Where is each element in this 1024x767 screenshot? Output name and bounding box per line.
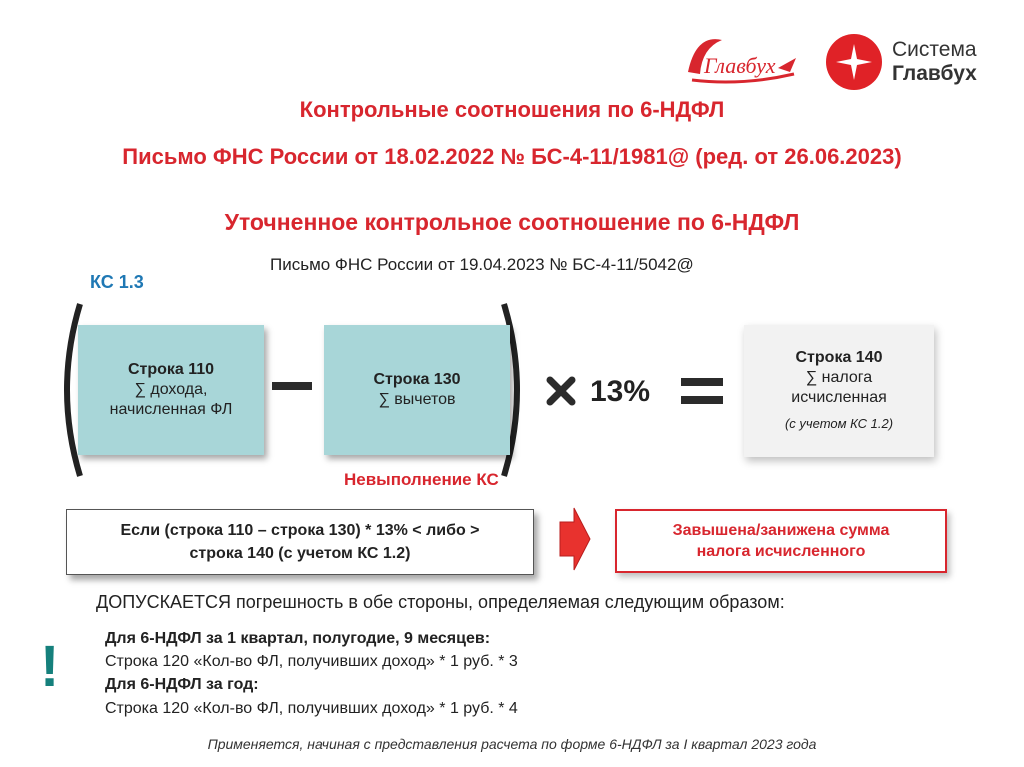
row-130-title: Строка 130 — [373, 371, 461, 388]
result-line1: Завышена/занижена сумма — [672, 522, 890, 539]
result-line2: налога исчисленного — [696, 543, 866, 560]
row-140-line1: ∑ налога — [805, 369, 873, 386]
condition-line1: Если (строка 110 – строка 130) * 13% < либо > — [120, 522, 480, 539]
letter-main: Письмо ФНС России от 18.02.2022 № БС-4-11/1981@ (ред. от 26.06.2023) — [122, 144, 902, 169]
row-140-line2: исчисленная — [791, 389, 887, 406]
row-140-note: (с учетом КС 1.2) — [784, 416, 894, 431]
sistema-logo-line2: Главбух — [892, 62, 977, 85]
subtitle: Уточненное контрольное соотношение по 6-НДФЛ — [224, 209, 800, 235]
row-140-box — [744, 325, 934, 457]
allowed-text: ДОПУСКАЕТСЯ погрешность в обе стороны, определяемая следующим образом: — [96, 592, 785, 612]
quarter-formula: Строка 120 «Кол-во ФЛ, получивших доход» * 1 руб. * 3 — [105, 653, 518, 670]
ks-label: КС 1.3 — [90, 272, 144, 292]
year-formula: Строка 120 «Кол-во ФЛ, получивших доход» * 1 руб. * 4 — [105, 700, 518, 717]
condition-line2: строка 140 (с учетом КС 1.2) — [189, 545, 411, 562]
sistema-logo-line1: Система — [892, 38, 977, 61]
glavbuh-logo — [682, 28, 800, 92]
condition-box — [66, 509, 534, 575]
exclamation-icon: ! — [40, 634, 60, 699]
row-110-line2: начисленная ФЛ — [109, 401, 233, 418]
minus-icon — [272, 382, 312, 390]
arrow-right-icon — [558, 504, 592, 574]
sparkle-icon — [826, 34, 882, 90]
row-130-box — [324, 325, 510, 455]
equals-icon-bar — [681, 396, 723, 404]
row-130-line1: ∑ вычетов — [378, 391, 456, 408]
row-110-box — [78, 325, 264, 455]
multiply-icon — [546, 376, 576, 406]
row-110-title: Строка 110 — [127, 361, 215, 378]
year-heading: Для 6-НДФЛ за год: — [105, 676, 259, 693]
equals-icon — [681, 378, 723, 386]
letter-refined: Письмо ФНС России от 19.04.2023 № БС-4-11/5042@ — [270, 255, 694, 274]
result-box — [615, 509, 947, 573]
quarter-heading: Для 6-НДФЛ за 1 квартал, полугодие, 9 месяцев: — [105, 630, 491, 647]
rate-13-percent: 13% — [590, 375, 651, 408]
failure-label: Невыполнение КС — [344, 470, 499, 489]
sistema-glavbuh-logo — [826, 34, 1016, 94]
page-title: Контрольные соотношения по 6-НДФЛ — [299, 97, 725, 122]
glavbuh-logo-text: Главбух — [704, 53, 776, 78]
row-110-line1: ∑ дохода, — [134, 381, 208, 398]
footer-note: Применяется, начиная с представления расчета по форме 6-НДФЛ за I квартал 2023 года — [207, 736, 817, 752]
row-140-title: Строка 140 — [795, 349, 883, 366]
